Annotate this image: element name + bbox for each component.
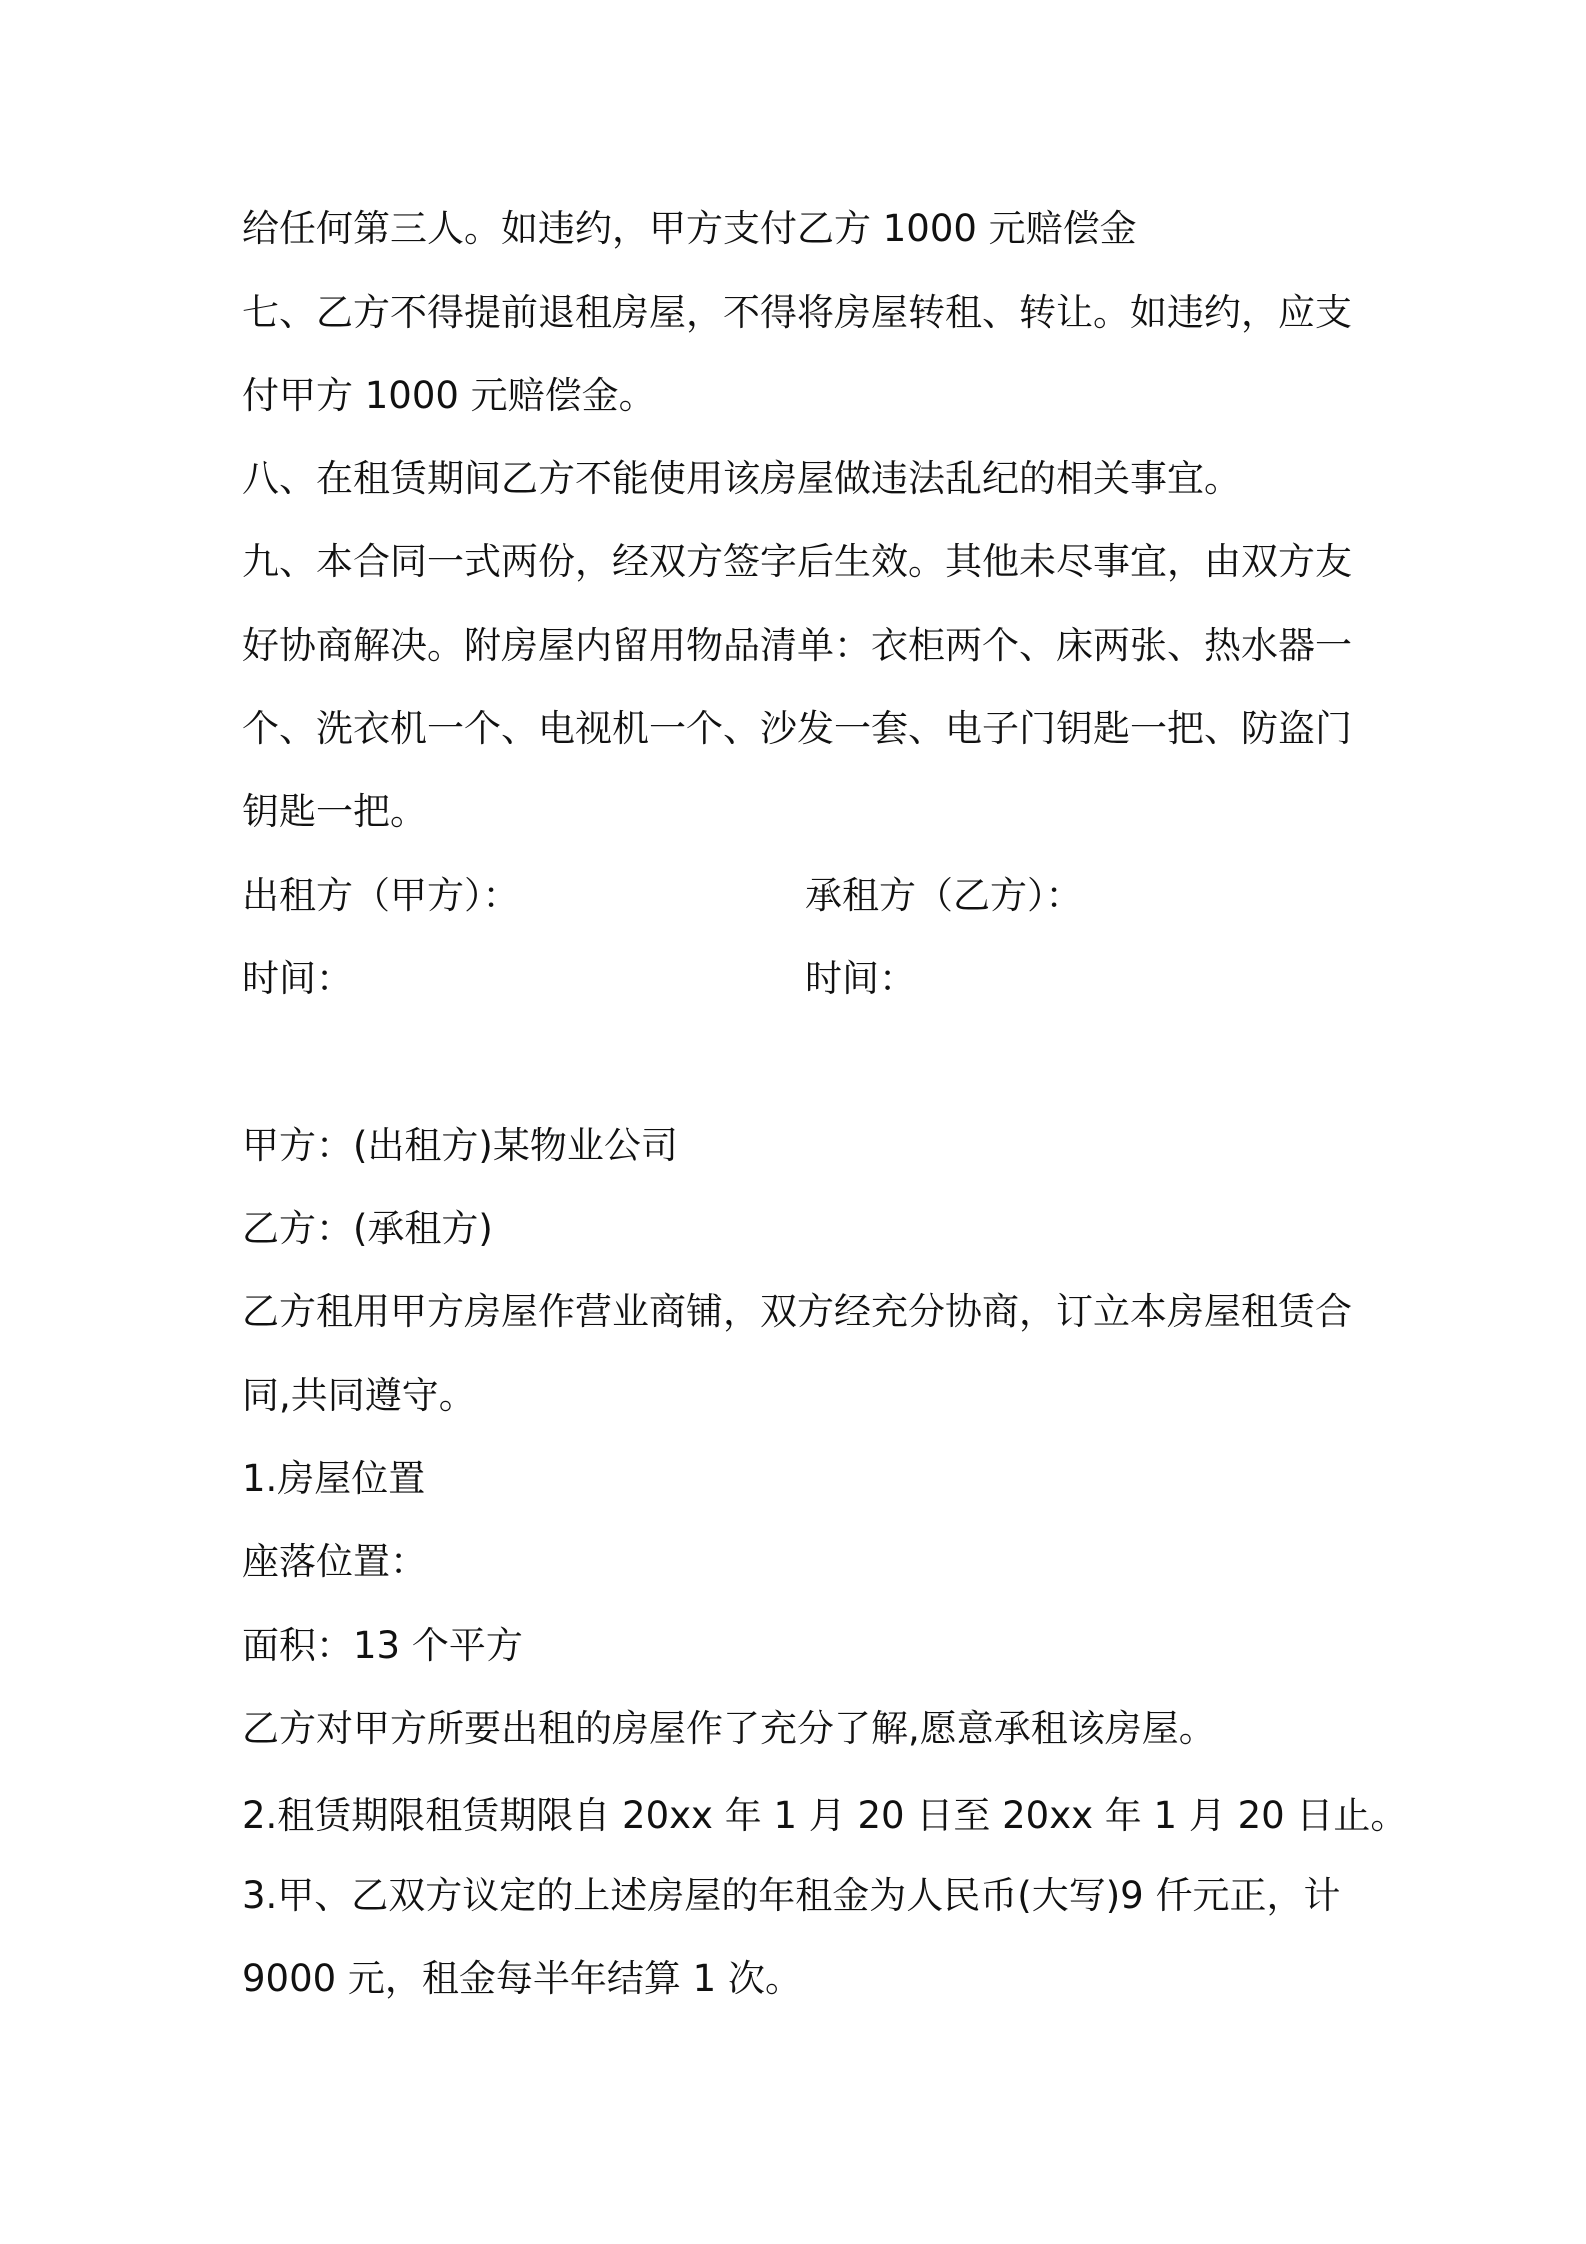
preamble-line-2: 同,共同遵守。 [242,1374,476,1417]
clause-9-line-3: 个、洗衣机一个、电视机一个、沙发一套、电子门钥匙一把、防盗门 [242,707,1352,750]
party-b-line: 乙方：(承租方) [242,1207,493,1250]
lessor-time-label: 时间： [242,957,353,1000]
section-3-rent-line-1: 3.甲、乙双方议定的上述房屋的年租金为人民币(大写)9 仟元正，计 [242,1874,1341,1917]
section-2-term: 2.租赁期限租赁期限自 20xx 年 1 月 20 日至 20xx 年 1 月 20 日止。 [242,1794,1408,1837]
lessee-signature-label: 承租方（乙方）： [805,874,1083,917]
section-1-heading: 1.房屋位置 [242,1457,426,1500]
clause-9-line-1: 九、本合同一式两份，经双方签字后生效。其他未尽事宜，由双方友 [242,540,1352,583]
clause-9-line-4: 钥匙一把。 [242,790,427,833]
lessee-time-label: 时间： [805,957,916,1000]
location-line: 座落位置： [242,1540,427,1583]
section-3-rent-line-2: 9000 元，租金每半年结算 1 次。 [242,1957,802,2000]
preamble-line-1: 乙方租用甲方房屋作营业商铺，双方经充分协商，订立本房屋租赁合 [242,1290,1352,1333]
clause-7-line-1: 七、乙方不得提前退租房屋，不得将房屋转租、转让。如违约，应支 [242,291,1352,334]
text-line-1: 给任何第三人。如违约，甲方支付乙方 1000 元赔偿金 [242,207,1137,250]
lessor-signature-label: 出租方（甲方）： [242,874,520,917]
party-a-line: 甲方：(出租方)某物业公司 [242,1124,678,1167]
clause-7-line-2: 付甲方 1000 元赔偿金。 [242,374,656,417]
clause-8: 八、在租赁期间乙方不能使用该房屋做违法乱纪的相关事宜。 [242,457,1241,500]
understanding-line: 乙方对甲方所要出租的房屋作了充分了解,愿意承租该房屋。 [242,1707,1216,1750]
clause-9-line-2: 好协商解决。附房屋内留用物品清单：衣柜两个、床两张、热水器一 [242,624,1352,667]
area-line: 面积：13 个平方 [242,1624,523,1667]
